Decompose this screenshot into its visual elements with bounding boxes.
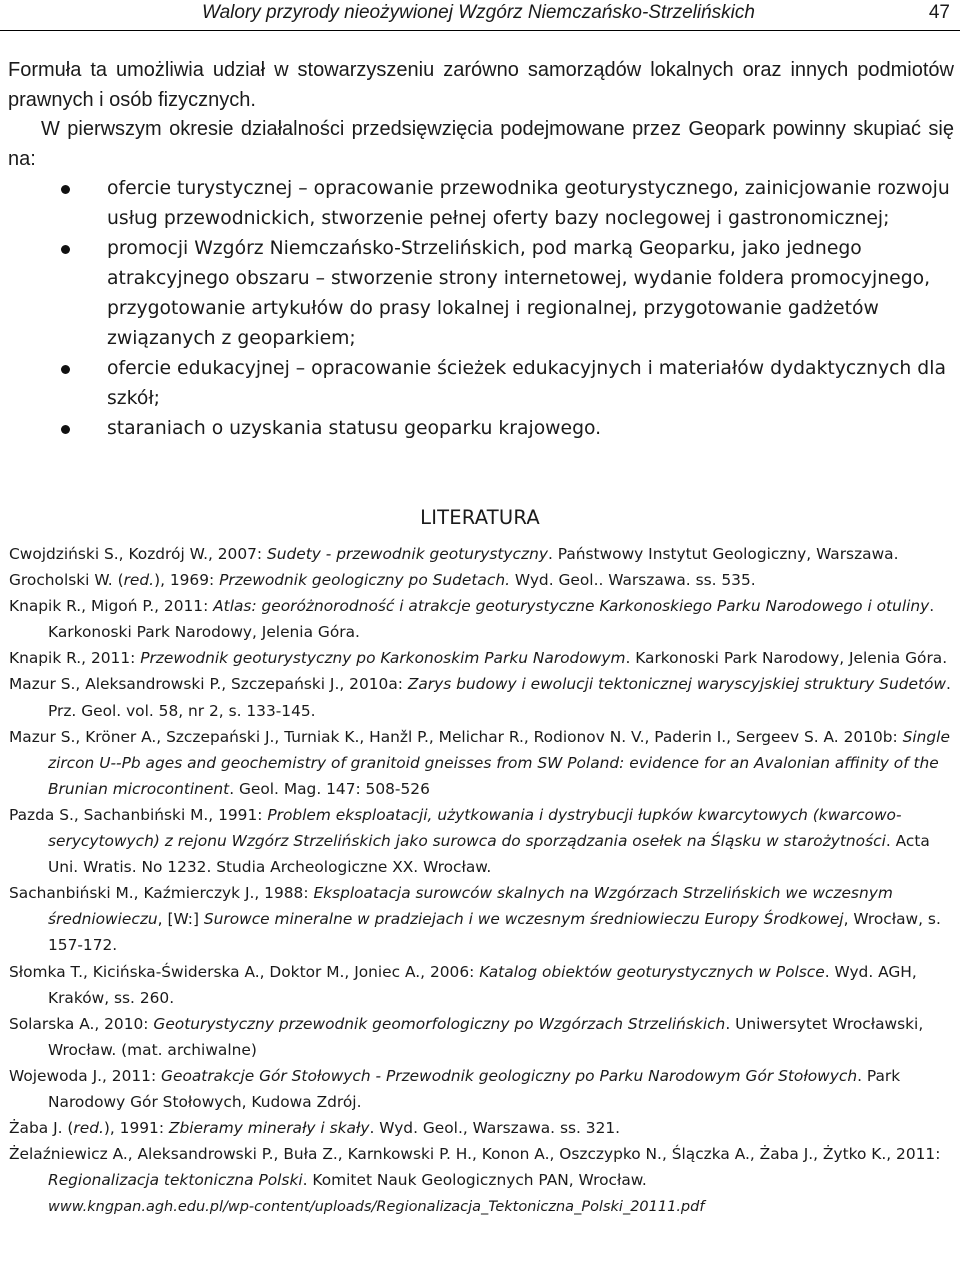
reference-details: . Państwowy Instytut Geologiczny, Warszawa. <box>547 545 899 563</box>
reference-authors: Mazur S., Aleksandrowski P., Szczepański J., 2010a: <box>9 675 408 694</box>
paragraph: W pierwszym okresie działalności przedsięwzięcia podejmowane przez Geopark powinny skupiać się na: <box>8 118 954 170</box>
reference-editor-note: red. <box>123 571 155 590</box>
reference-item <box>9 1063 954 1115</box>
reference-authors: Knapik R., Migoń P., 2011: <box>9 597 214 616</box>
reference-item <box>9 802 954 880</box>
reference-details: . Karkonoski Park Narodowy, Jelenia Góra. <box>625 649 948 668</box>
reference-url: www.kngpan.agh.edu.pl/wp-content/uploads/Regionalizacja_Tektoniczna_Polski_20111.pdf <box>48 1199 705 1216</box>
reference-list <box>9 541 954 1220</box>
reference-item <box>9 880 954 958</box>
list-item <box>107 174 954 234</box>
header-title: Walory przyrody nieożywionej Wzgórz Niemczańsko-Strzelińskich <box>202 2 755 23</box>
reference-details: . Komitet Nauk Geologicznych PAN, Wrocław. <box>302 1171 647 1190</box>
reference-details: . Park Narodowy Gór Stołowych, Kudowa Zdrój. <box>48 1066 901 1111</box>
reference-item <box>9 959 954 1011</box>
list-item-text: ofercie turystycznej – opracowanie przewodnika geoturystycznego, zainicjowanie rozwoju usług przewodnickich, stworzenie pełnej oferty bazy noclegowej i gastronomicznej; <box>107 178 950 229</box>
reference-item <box>9 1141 954 1220</box>
reference-year: ), 1969: <box>154 571 220 590</box>
reference-in-note: , [W:] <box>157 910 204 929</box>
reference-authors: Żelaźniewicz A., Aleksandrowski P., Buła Z., Karnkowski P. H., Konon A., Oszczypko N., Ślączka A., Żaba J., Żytko K., 2011: <box>9 1145 941 1164</box>
running-header <box>0 0 960 31</box>
reference-authors: Mazur S., Kröner A., Szczepański J., Turniak K., Hanžl P., Melichar R., Rodionov N. V., Paderin I., Sergeev S. A. 2010b: <box>9 727 903 746</box>
bullet-icon <box>61 365 70 374</box>
reference-authors: Cwojdziński S., Kozdrój W., 2007: <box>9 545 267 563</box>
reference-authors: Sachanbiński M., Kaźmierczyk J., 1988: <box>9 884 314 903</box>
reference-item <box>9 724 954 802</box>
reference-authors: Knapik R., 2011: <box>9 649 141 668</box>
reference-details: . Acta Uni. Wratis. No 1232. Studia Archeologiczne XX. Wrocław. <box>48 832 930 877</box>
reference-authors: Solarska A., 2010: <box>9 1014 154 1033</box>
reference-title: Atlas: georóżnorodność i atrakcje geoturystyczne Karkonoskiego Parku Narodowego i otuliny <box>213 597 930 616</box>
list-item-text: promocji Wzgórz Niemczańsko-Strzelińskich, pod marką Geoparku, jako jednego atrakcyjnego obszaru – stworzenie strony internetowej, wydanie foldera promocyjnego, przygotowanie artykułów do prasy lokalnej i regionalnej, przygotowanie gadżetów związanych z geoparkiem; <box>107 238 931 349</box>
reference-item <box>9 1115 954 1141</box>
reference-authors: Słomka T., Kicińska-Świderska A., Doktor M., Joniec A., 2006: <box>9 962 480 981</box>
reference-details: . Wyd. Geol., Warszawa. ss. 321. <box>369 1119 621 1138</box>
reference-title: Eksploatacja surowców skalnych na Wzgórzach Strzelińskich we wczesnym średniowieczu <box>48 884 893 929</box>
reference-title: Przewodnik geologiczny po Sudetach. <box>219 571 510 590</box>
reference-title: Sudety - przewodnik geoturystyczny <box>267 545 548 563</box>
page-number: 47 <box>928 2 950 23</box>
bullet-icon <box>61 425 70 434</box>
reference-title: Geoatrakcje Gór Stołowych - Przewodnik geologiczny po Parku Narodowym Gór Stołowych <box>161 1066 858 1085</box>
reference-authors: Grocholski W. ( <box>9 571 124 590</box>
reference-item <box>9 671 954 723</box>
reference-details: . Wyd. AGH, Kraków, ss. 260. <box>48 962 917 1007</box>
reference-title: Przewodnik geoturystyczny po Karkonoskim Parku Narodowym <box>140 649 626 668</box>
reference-year: ), 1991: <box>103 1119 169 1138</box>
reference-details: . Uniwersytet Wrocławski, Wrocław. (mat. archiwalne) <box>48 1014 924 1059</box>
reference-title: Single zircon U--Pb ages and geochemistry of granitoid gneisses from SW Poland: evidence for an Avalonian affinity of the Brunian microcontinent <box>48 727 950 798</box>
reference-item <box>9 1011 954 1063</box>
reference-title: Katalog obiektów geoturystycznych w Polsce <box>479 962 825 981</box>
reference-title: Zbieramy minerały i skały <box>168 1119 370 1138</box>
reference-details: . Prz. Geol. vol. 58, nr 2, s. 133-145. <box>48 675 951 720</box>
body-text <box>8 56 954 444</box>
reference-details: Wyd. Geol.. Warszawa. ss. 535. <box>509 571 756 590</box>
bullet-icon <box>61 245 70 254</box>
reference-authors: Pazda S., Sachanbiński M., 1991: <box>9 805 268 824</box>
reference-details: . Geol. Mag. 147: 508-526 <box>229 779 430 798</box>
paragraph: Formuła ta umożliwia udział w stowarzyszeniu zarówno samorządów lokalnych oraz innych podmiotów prawnych i osób fizycznych. <box>8 59 954 111</box>
list-item <box>107 414 954 444</box>
reference-details: , Wrocław, s. 157-172. <box>48 910 941 955</box>
reference-title: Zarys budowy i ewolucji tektonicznej waryscyjskiej struktury Sudetów <box>407 675 946 694</box>
reference-title: Regionalizacja tektoniczna Polski <box>48 1171 303 1190</box>
reference-details: . Karkonoski Park Narodowy, Jelenia Góra. <box>48 597 935 642</box>
literature-heading: LITERATURA <box>420 506 540 529</box>
reference-title: Geoturystyczny przewodnik geomorfologiczny po Wzgórzach Strzelińskich <box>153 1014 726 1033</box>
reference-item <box>9 541 954 567</box>
reference-authors: Żaba J. ( <box>9 1119 74 1138</box>
list-item-text: ofercie edukacyjnej – opracowanie ścieżek edukacyjnych i materiałów dydaktycznych dla szkół; <box>107 358 946 409</box>
reference-item <box>9 645 954 671</box>
reference-authors: Wojewoda J., 2011: <box>9 1066 162 1085</box>
bullet-list <box>8 174 954 444</box>
list-item-text: staraniach o uzyskania statusu geoparku krajowego. <box>107 418 602 439</box>
reference-item <box>9 567 954 593</box>
reference-book-title: Surowce mineralne w pradziejach i we wczesnym średniowieczu Europy Środkowej <box>203 910 844 929</box>
list-item <box>107 354 954 414</box>
reference-title: Problem eksploatacji, użytkowania i dystrybucji łupków kwarcytowych (kwarcowo-serycytowych) z rejonu Wzgórz Strzelińskich jako surowca do sporządzania osełek na Śląsku w starożytności <box>48 805 902 851</box>
reference-editor-note: red. <box>73 1119 104 1138</box>
reference-item <box>9 593 954 645</box>
bullet-icon <box>61 185 70 194</box>
list-item <box>107 234 954 354</box>
